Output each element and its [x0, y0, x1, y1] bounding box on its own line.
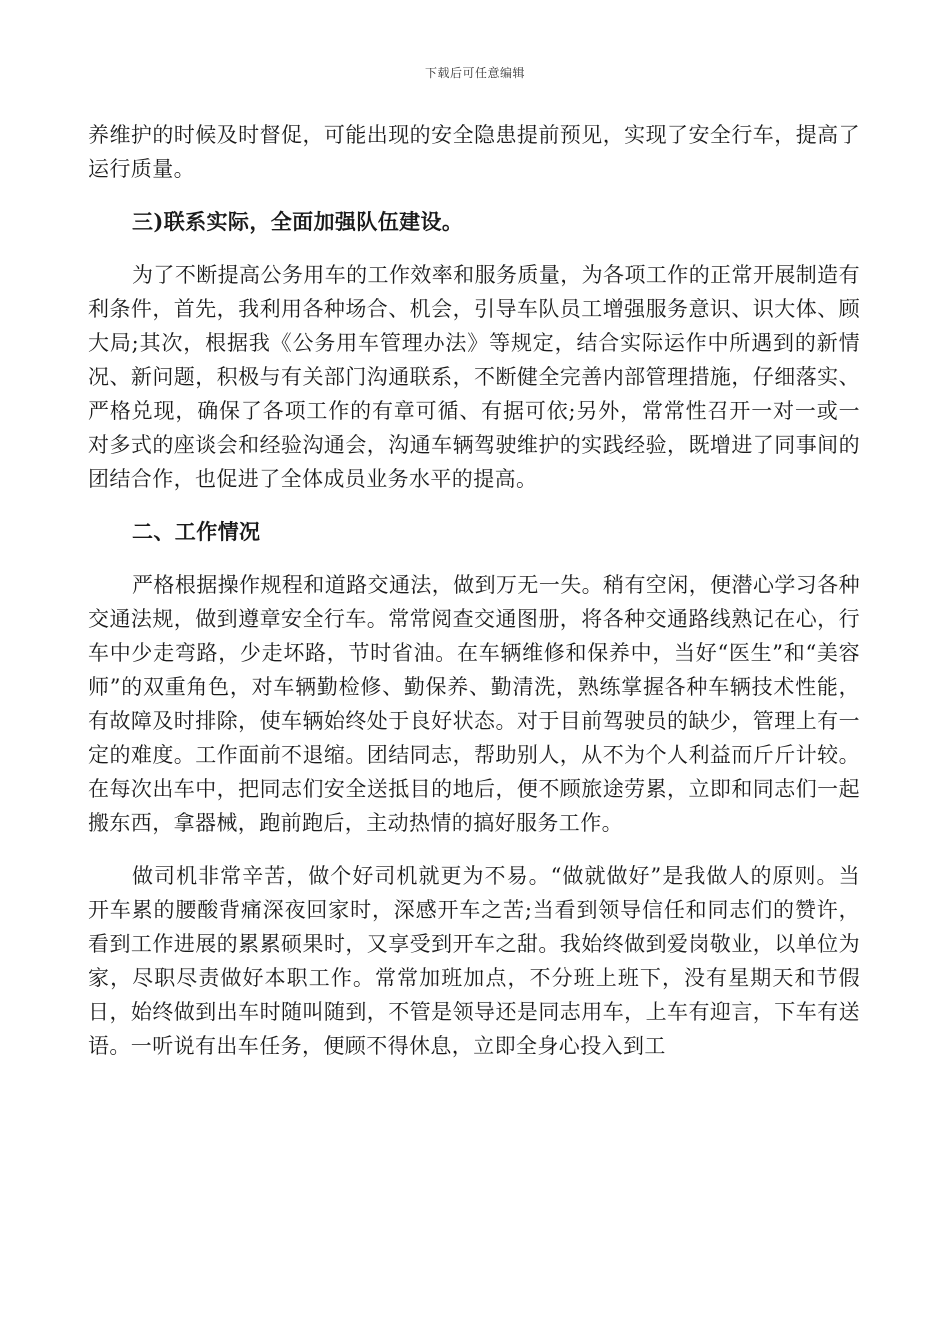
- paragraph-work-situation: 严格根据操作规程和道路交通法，做到万无一失。稍有空闲，便潜心学习各种交通法规，做到遵章安全行车。常常阅查交通图册，将各种交通路线熟记在心，行车中少走弯路，少走坏路，节时省油。在车辆维修和保养中，当好“医生”和“美容师”的双重角色，对车辆勤检修、勤保养、勤清洗，熟练掌握各种车辆技术性能，有故障及时排除，使车辆始终处于良好状态。对于目前驾驶员的缺少，管理上有一定的难度。工作面前不退缩。团结同志，帮助别人，从不为个人利益而斤斤计较。在每次出车中，把同志们安全送抵目的地后，便不顾旅途劳累，立即和同志们一起搬东西，拿器械，跑前跑后，主动热情的搞好服务工作。: [88, 573, 860, 835]
- paragraph-team-building: 为了不断提高公务用车的工作效率和服务质量，为各项工作的正常开展制造有利条件，首先，我利用各种场合、机会，引导车队员工增强服务意识、识大体、顾大局;其次，根据我《公务用车管理办法》等规定，结合实际运作中所遇到的新情况、新问题，积极与有关部门沟通联系，不断健全完善内部管理措施，仔细落实、严格兑现，确保了各项工作的有章可循、有据可依;另外，常常性召开一对一或一对多式的座谈会和经验沟通会，沟通车辆驾驶维护的实践经验，既增进了同事间的团结合作，也促进了全体成员业务水平的提高。: [88, 263, 860, 491]
- document-body: [88, 118, 860, 1063]
- section-heading-work-situation: 二、工作情况: [132, 519, 261, 544]
- paragraph-continuation: 养维护的时候及时督促，可能出现的安全隐患提前预见，实现了安全行车，提高了运行质量。: [88, 123, 860, 181]
- section-heading-team-building: 三)联系实际，全面加强队伍建设。: [132, 209, 464, 234]
- page-header: 下载后可任意编辑: [424, 66, 525, 80]
- paragraph-driver-duty: 做司机非常辛苦，做个好司机就更为不易。“做就做好”是我做人的原则。当开车累的腰酸背痛深夜回家时，深感开车之苦;当看到领导信任和同志们的赞许，看到工作进展的累累硕果时，又享受到开车之甜。我始终做到爱岗敬业，以单位为家，尽职尽责做好本职工作。常常加班加点，不分班上班下，没有星期天和节假日，始终做到出车时随叫随到，不管是领导还是同志用车，上车有迎言，下车有送语。一听说有出车任务，便顾不得休息，立即全身心投入到工: [88, 864, 860, 1058]
